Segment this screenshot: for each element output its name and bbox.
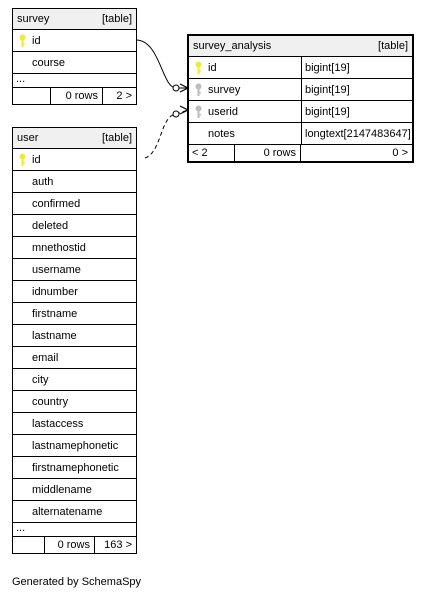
footer-parents — [13, 88, 51, 104]
column-name: userid — [208, 105, 238, 118]
column-name: lastaccess — [32, 417, 84, 430]
column-row-id[interactable] — [13, 149, 136, 171]
column-name: country — [32, 395, 69, 408]
column-name: lastname — [32, 329, 77, 342]
table-kind: [table] — [378, 40, 408, 52]
more-columns-ellipsis: ... — [13, 74, 136, 88]
foreign-key-icon — [194, 83, 203, 97]
column-row-id[interactable] — [189, 57, 412, 79]
table-name: survey — [17, 13, 50, 25]
column-row-firstname[interactable] — [13, 303, 136, 325]
column-row-alternatename[interactable] — [13, 501, 136, 523]
column-name: idnumber — [32, 285, 78, 298]
column-name: id — [32, 153, 41, 166]
column-row-mnethostid[interactable] — [13, 237, 136, 259]
column-name: city — [32, 373, 49, 386]
connector-end-circle — [173, 85, 179, 91]
footer-rows: 0 rows — [51, 88, 103, 104]
column-row-lastaccess[interactable] — [13, 413, 136, 435]
more-columns-ellipsis: ... — [13, 523, 136, 537]
column-row-middlename[interactable] — [13, 479, 136, 501]
table-footer — [13, 88, 136, 104]
footer-rows: 0 rows — [45, 537, 95, 553]
table-kind: [table] — [102, 132, 132, 144]
column-row-username[interactable] — [13, 259, 136, 281]
table-name: survey_analysis — [193, 40, 272, 52]
connector-user-to-survey-analysis — [145, 110, 188, 158]
column-row-auth[interactable] — [13, 171, 136, 193]
generated-by-caption: Generated by SchemaSpy — [12, 576, 142, 588]
column-row-survey[interactable] — [189, 79, 412, 101]
column-name: mnethostid — [32, 241, 86, 254]
footer-parents — [13, 537, 45, 553]
column-row-lastnamephonetic[interactable] — [13, 435, 136, 457]
column-row-email[interactable] — [13, 347, 136, 369]
column-name: id — [208, 61, 217, 74]
column-name: deleted — [32, 219, 69, 232]
connector-end-circle — [173, 111, 179, 117]
column-row-id[interactable] — [13, 30, 136, 52]
column-type: bigint[19] — [301, 79, 412, 100]
footer-parents[interactable]: < 2 — [189, 145, 235, 161]
column-type: longtext[2147483647] — [301, 123, 412, 144]
footer-children[interactable]: 0 > — [392, 147, 408, 159]
footer-children[interactable]: 2 > — [116, 90, 132, 102]
column-row-firstnamephonetic[interactable] — [13, 457, 136, 479]
column-row-notes[interactable] — [189, 123, 412, 145]
column-name: notes — [208, 127, 235, 140]
table-name: user — [17, 132, 39, 144]
column-name: course — [32, 56, 66, 69]
footer-rows: 0 rows — [235, 145, 301, 161]
column-row-deleted[interactable] — [13, 215, 136, 237]
column-name: lastnamephonetic — [32, 439, 119, 452]
column-name: firstnamephonetic — [32, 461, 119, 474]
table-header — [13, 9, 136, 30]
table-footer — [13, 537, 136, 553]
footer-children[interactable]: 163 > — [104, 539, 132, 551]
foreign-key-icon — [194, 105, 203, 119]
column-row-country[interactable] — [13, 391, 136, 413]
primary-key-icon — [18, 153, 27, 167]
column-type: bigint[19] — [301, 101, 412, 122]
primary-key-icon — [194, 61, 203, 75]
column-name: survey — [208, 83, 241, 96]
table-user[interactable] — [12, 127, 137, 554]
table-kind: [table] — [102, 13, 132, 25]
table-header — [189, 36, 412, 57]
column-row-userid[interactable] — [189, 101, 412, 123]
table-header — [13, 128, 136, 149]
column-name: username — [32, 263, 81, 276]
column-name: auth — [32, 175, 54, 188]
connector-survey-to-survey-analysis — [136, 40, 188, 88]
column-name: alternatename — [32, 505, 103, 518]
column-row-course[interactable] — [13, 52, 136, 74]
column-name: middlename — [32, 483, 92, 496]
column-row-lastname[interactable] — [13, 325, 136, 347]
column-row-idnumber[interactable] — [13, 281, 136, 303]
column-type: bigint[19] — [301, 57, 412, 78]
column-name: email — [32, 351, 59, 364]
column-name: confirmed — [32, 197, 81, 210]
column-row-city[interactable] — [13, 369, 136, 391]
table-survey-analysis[interactable] — [187, 34, 414, 163]
column-name: id — [32, 34, 41, 47]
column-row-confirmed[interactable] — [13, 193, 136, 215]
column-name: firstname — [32, 307, 78, 320]
table-footer — [189, 145, 412, 161]
primary-key-icon — [18, 34, 27, 48]
table-survey[interactable] — [12, 8, 137, 105]
